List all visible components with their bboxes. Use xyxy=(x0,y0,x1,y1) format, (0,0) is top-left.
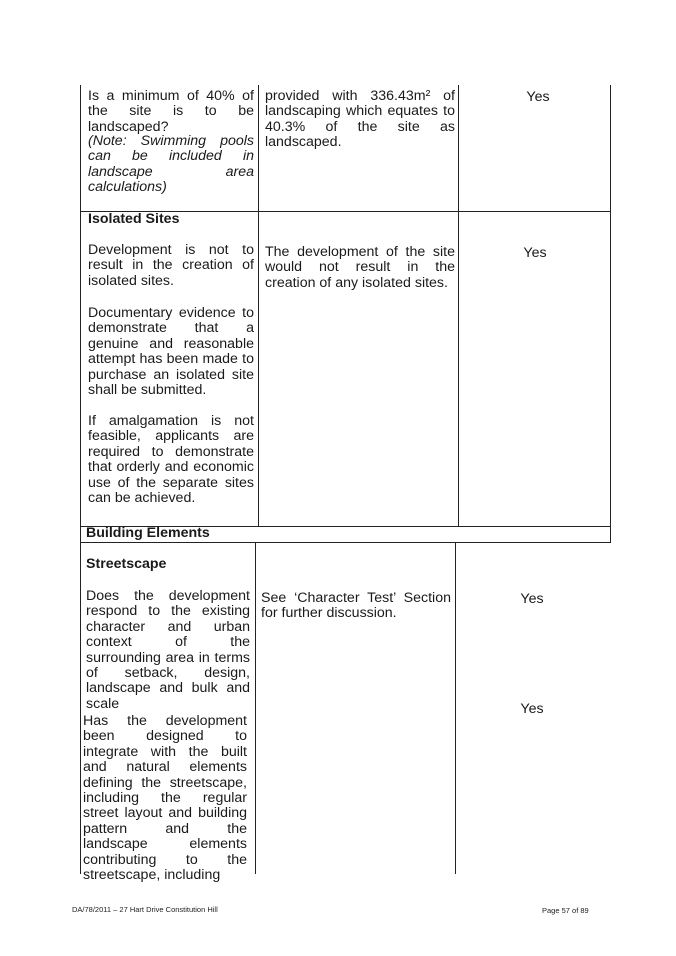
landscaping-question: Is a minimum of 40% of the site is to be landscaped? xyxy=(88,88,254,135)
landscaping-note: (Note: Swimming pools can be included in landscape area calculations) xyxy=(88,133,254,196)
table-border-left xyxy=(80,85,81,874)
landscaping-compliance: Yes xyxy=(526,89,550,105)
streetscape-heading: Streetscape xyxy=(86,556,167,572)
table-border-right xyxy=(610,85,611,543)
isolated-sites-heading: Isolated Sites xyxy=(88,211,180,227)
footer-page-number: Page 57 of 89 xyxy=(542,906,589,915)
landscaping-response: provided with 336.43m² of landscaping which equates to 40.3% of the site as landscaped. xyxy=(265,88,455,151)
isolated-sites-q2: Documentary evidence to demonstrate that a genuine and reasonable attempt has been made to purchase an isolated site shall be submitted. xyxy=(88,305,254,399)
row-divider-3 xyxy=(80,542,611,543)
table-border-col1 xyxy=(258,85,259,527)
isolated-sites-response: The development of the site would not result in the creation of any isolated sites. xyxy=(265,244,455,291)
isolated-sites-q3: If amalgamation is not feasible, applicants are required to demonstrate that orderly and economic use of the separate sites can be achieved. xyxy=(88,413,254,507)
streetscape-compliance-2: Yes xyxy=(520,701,544,717)
isolated-sites-q1: Development is not to result in the creation of isolated sites. xyxy=(88,242,254,289)
isolated-sites-compliance: Yes xyxy=(523,245,547,261)
streetscape-q2: Has the development been designed to integrate with the built and natural elements defining the streetscape, including the regular street layout and building pattern and the landscape elements contributing to the streetscape, including xyxy=(83,713,247,884)
table-border-col2 xyxy=(458,85,459,527)
streetscape-compliance-1: Yes xyxy=(520,591,544,607)
building-elements-heading: Building Elements xyxy=(86,525,210,541)
footer-reference: DA/78/2011 – 27 Hart Drive Constitution Hill xyxy=(72,905,218,914)
streetscape-response: See ‘Character Test’ Section for further discussion. xyxy=(261,590,451,622)
streetscape-q1: Does the development respond to the existing character and urban context of the surrounding area in terms of setback, design, landscape and bulk and scale xyxy=(86,588,250,712)
table-border-col1b xyxy=(255,543,256,874)
